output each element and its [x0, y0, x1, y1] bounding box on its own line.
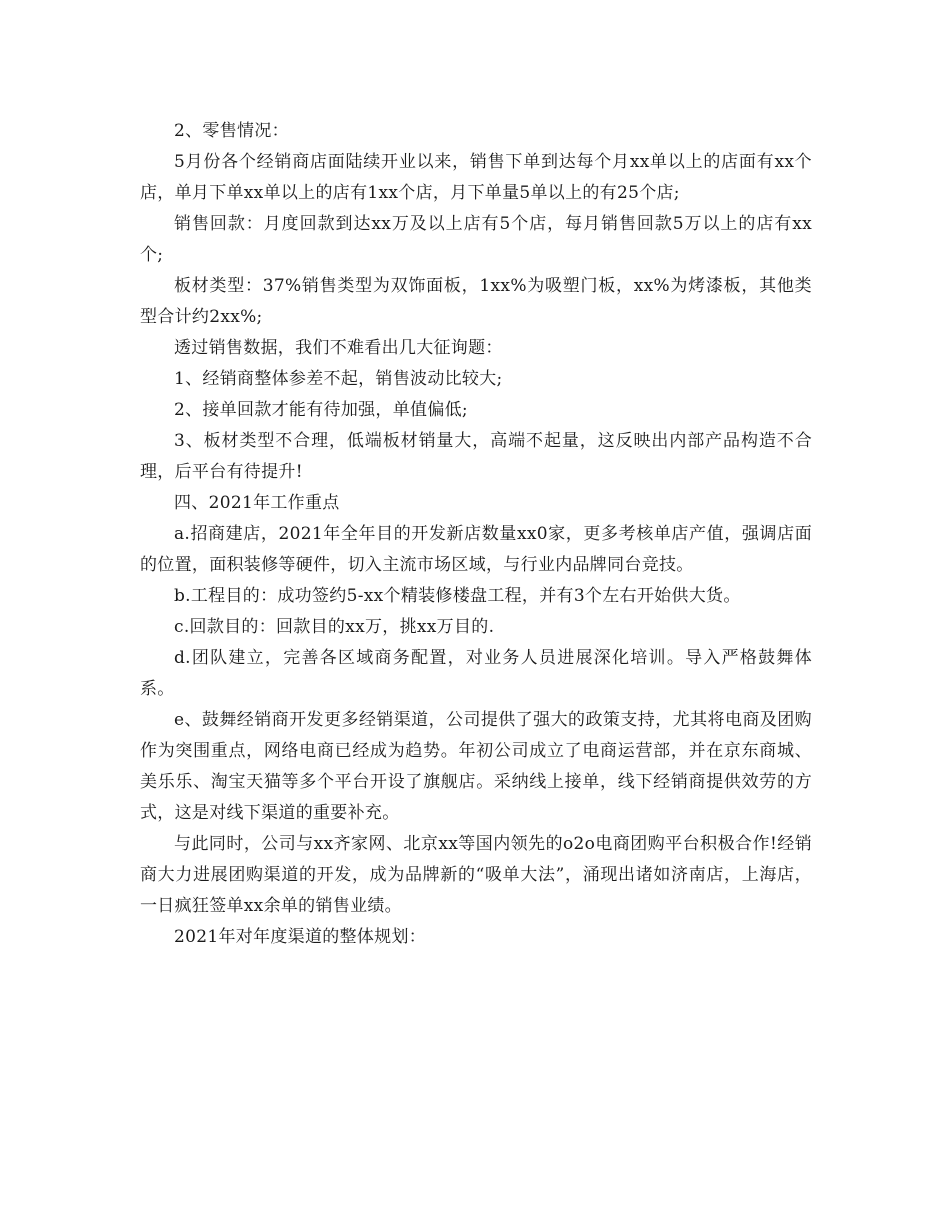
paragraph-retail-heading: 2、零售情况：	[174, 121, 289, 141]
paragraph-section-heading: 四、2021年工作重点	[174, 493, 340, 513]
paragraph-board-types: 板材类型：37%销售类型为双饰面板，1xx%为吸塑门板，xx%为烤漆板，其他类型合计约2xx%;	[140, 276, 812, 327]
paragraph-retail-stores: 5月份各个经销商店面陆续开业以来，销售下单到达每个月xx单以上的店面有xx个店，单月下单xx单以上的店有1xx个店，月下单量5单以上的有25个店;	[140, 152, 812, 203]
paragraph-issue-1: 1、经销商整体参差不起，销售波动比较大;	[174, 369, 503, 389]
paragraph-goal-c: c.回款目的：回款目的xx万，挑xx万目的.	[174, 617, 495, 637]
paragraph-plan-heading: 2021年对年度渠道的整体规划：	[174, 927, 427, 947]
paragraph-goal-a: a.招商建店，2021年全年目的开发新店数量xx0家，更多考核单店产值，强调店面的位置，面积装修等硬件，切入主流市场区域，与行业内品牌同台竞技。	[140, 524, 812, 575]
paragraph-goal-d: d.团队建立，完善各区域商务配置，对业务人员进展深化培训。导入严格鼓舞体系。	[140, 648, 812, 699]
document-body	[140, 116, 812, 953]
paragraph-goal-b: b.工程目的：成功签约5-xx个精装修楼盘工程，并有3个左右开始供大货。	[174, 586, 741, 606]
paragraph-sales-payment: 销售回款：月度回款到达xx万及以上店有5个店，每月销售回款5万以上的店有xx个;	[140, 214, 812, 265]
paragraph-issue-3: 3、板材类型不合理，低端板材销量大，高端不起量，这反映出内部产品构造不合理，后平台有待提升!	[140, 431, 812, 482]
paragraph-goal-e: e、鼓舞经销商开发更多经销渠道，公司提供了强大的政策支持，尤其将电商及团购作为突围重点，网络电商已经成为趋势。年初公司成立了电商运营部，并在京东商城、美乐乐、淘宝天猫等多个平台开设了旗舰店。采纳线上接单，线下经销商提供效劳的方式，这是对线下渠道的重要补充。	[140, 710, 812, 823]
paragraph-issues-intro: 透过销售数据，我们不难看出几大征询题：	[174, 338, 503, 358]
paragraph-issue-2: 2、接单回款才能有待加强，单值偏低;	[174, 400, 468, 420]
paragraph-cooperation: 与此同时，公司与xx齐家网、北京xx等国内领先的o2o电商团购平台积极合作!经销商大力进展团购渠道的开发，成为品牌新的“吸单大法”，涌现出诸如济南店，上海店，一日疯狂签单xx余单的销售业绩。	[140, 834, 812, 916]
